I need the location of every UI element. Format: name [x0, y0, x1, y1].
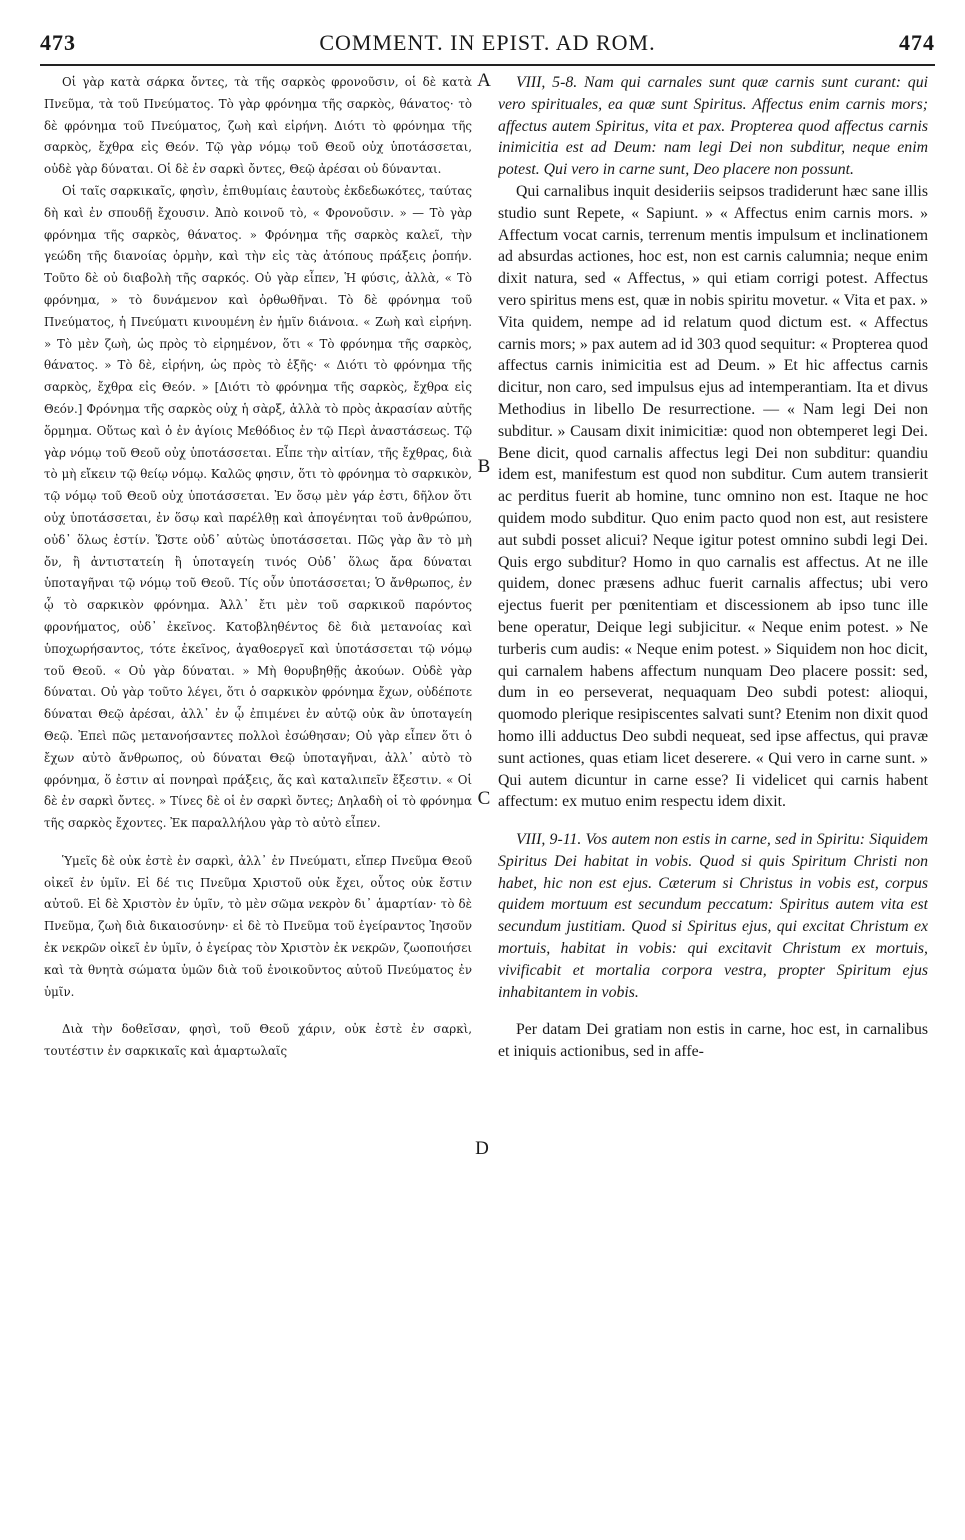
- latin-verse-8-9: VIII, 9-11. Vos autem non estis in carne, sed in Spiritu: Siquidem Spiritus Dei habitat in vobis. Quod si quis Spiritum Christi non habet, hic non est ejus. Cæterum si Christus in vobis est, corpus quidem mortuum est secundum peccatum: Spiritus autem vita est secundum justitiam. Quod si Spiritus ejus, qui excitat Christum ex mortuis, habitat in vobis: qui excitavit Christum ex mortuis, vivificabit et mortalia corpora vestra, propter Spiritum ejus inhabitantem in vobis.: [498, 831, 928, 1001]
- header-rule: [40, 64, 935, 66]
- greek-commentary-2: Διὰ τὴν δοθεῖσαν, φησὶ, τοῦ Θεοῦ χάριν, οὐκ ἐστὲ ἐν σαρκὶ, τουτέστιν ἐν σαρκικαῖς καὶ ἁμαρτωλαῖς: [44, 1022, 472, 1059]
- greek-verse-8-9: Ὑμεῖς δὲ οὐκ ἐστὲ ἐν σαρκὶ, ἀλλ᾽ ἐν Πνεύματι, εἴπερ Πνεῦμα Θεοῦ οἰκεῖ ἐν ὑμῖν. Εἰ δέ τις Πνεῦμα Χριστοῦ οὐκ ἔχει, οὗτος οὐκ ἔστιν αὐτοῦ. Εἰ δὲ Χριστὸν ἐν ὑμῖν, τὸ μὲν σῶμα νεκρὸν δι᾽ ἁμαρτίαν· τὸ δὲ Πνεῦμα, ζωὴ διὰ δικαιοσύνην· εἰ δὲ τὸ Πνεῦμα τοῦ ἐγείραντος Ἰησοῦν ἐκ νεκρῶν οἰκεῖ ἐν ὑμῖν, ὁ ἐγείρας τὸν Χριστὸν ἐκ νεκρῶν, ζωοποιήσει καὶ τὰ θνητὰ σώματα ὑμῶν διὰ τοῦ ἐνοικοῦντος αὐτοῦ Πνεύματος ἐν ὑμῖν.: [44, 853, 472, 999]
- latin-verse-8-5: VIII, 5-8. Nam qui carnales sunt quæ carnis sunt curant: qui vero spirituales, ea quæ sunt Spiritus. Affectus enim carnis mors; affectus autem Spiritus, vita et pax. Propterea quod affectus carnis inimicitia est ad Deum: nam legi Dei non subditur, neque enim potest. Qui vero in carne sunt, Deo placere non possunt.: [498, 74, 928, 179]
- margin-letter-a: A: [477, 70, 491, 91]
- margin-letter-b: B: [477, 456, 491, 477]
- margin-letter-c: C: [477, 788, 491, 809]
- greek-column: [44, 72, 472, 1522]
- margin-letter-d: D: [475, 1138, 489, 1159]
- running-header: [40, 30, 935, 64]
- spacer: [44, 1003, 472, 1019]
- page-number-left: 473: [40, 30, 76, 55]
- greek-verse-8-5: Οἱ γὰρ κατὰ σάρκα ὄντες, τὰ τῆς σαρκὸς φρονοῦσιν, οἱ δὲ κατὰ Πνεῦμα, τὰ τοῦ Πνεύματος. Τὸ γὰρ φρόνημα τῆς σαρκὸς, θάνατος· τὸ δὲ φρόνημα τοῦ Πνεύματος, ζωὴ καὶ εἰρήνη. Διότι τὸ φρόνημα τῆς σαρκὸς, ἔχθρα εἰς Θεόν. Τῷ γὰρ νόμῳ τοῦ Θεοῦ οὐχ ὑποτάσσεται, οὐδὲ γὰρ δύναται. Οἱ δὲ ἐν σαρκὶ ὄντες, Θεῷ ἀρέσαι οὐ δύνανται.: [44, 75, 472, 177]
- spacer: [498, 813, 928, 829]
- running-title: COMMENT. IN EPIST. AD ROM.: [319, 30, 656, 55]
- spacer: [44, 835, 472, 851]
- page-number-right: 474: [899, 30, 935, 55]
- greek-commentary-1: Οἱ ταῖς σαρκικαῖς, φησὶν, ἐπιθυμίαις ἑαυτοὺς ἐκδεδωκότες, ταύτας δὴ καὶ ἐν σπουδῇ ἔχουσιν. Ἀπὸ κοινοῦ τὸ, « Φρονοῦσιν. » — Τὸ γὰρ φρόνημα τῆς σαρκὸς, θάνατος. » Φρόνημα τῆς σαρκὸς καλεῖ, τὴν γεώδη τῆς διανοίας ὁρμὴν, καὶ τὴν εἰς τὰς ἀτόπους πράξεις ῥοπήν. Τοῦτο δὲ οὐ διαβολὴ τῆς σαρκός. Οὐ γὰρ εἶπεν, Ἡ φύσις, ἀλλὰ, « Τὸ φρόνημα, » τὸ δυνάμενον καὶ ὀρθωθῆναι. Τὸ δὲ φρόνημα τοῦ Πνεύματος, ἡ Πνεύματι κινουμένη ἐν ἡμῖν διάνοια. « Ζωὴ καὶ εἰρήνη. » Τὸ μὲν ζωὴ, ὡς πρὸς τὸ εἰρημένον, ὅτι « Τὸ φρόνημα τῆς σαρκὸς, θάνατος. » Τὸ δὲ, εἰρήνη, ὡς πρὸς τὸ ἑξῆς· « Διότι τὸ φρόνημα τῆς σαρκὸς, ἔχθρα εἰς Θεόν. » [Διότι τὸ φρόνημα τῆς σαρκὸς, ἔχθρα εἰς Θεόν.] Φρόνημα τῆς σαρκὸς οὐχ ἡ σὰρξ, ἀλλὰ τὸ πρὸς ἀκρασίαν αὐτῆς ὅρμημα. Οὕτως καὶ ὁ ἐν ἁγίοις Μεθόδιος ἐν τῷ Περὶ ἀναστάσεως. Τῷ γὰρ νόμῳ τοῦ Θεοῦ οὐχ ὑποτάσσεται. Εἶπε τὴν αἰτίαν, τῆς ἔχθρας, διὰ τὸ μὴ εἴκειν τῷ θείῳ νόμῳ. Καλῶς φησιν, ὅτι τὸ φρόνημα τὸ σαρκικὸν, τῷ νόμῳ τοῦ Θεοῦ οὐχ ὑποτάσσεται. Ἐν ὅσῳ μὲν γάρ ἐστι, δῆλον ὅτι οὐχ ὑποτάσσεται, ἐν ὅσῳ καὶ παρέλθῃ καὶ ἀπογένηται τοῦ ἀνθρώπου, οὐδ᾽ ὅλως ἐστίν. Ὥστε οὐδ᾽ αὐτὼς ὑποτάσσεται. Πῶς γὰρ ἂν τὸ μὴ ὄν, ἢ ἀντιστατείη ἢ ὑποταγείη τινός Οὐδ᾽ ὅλως ἄρα δύναται ὑποταγῆναι τῷ νόμῳ τοῦ Θεοῦ. Τίς οὖν ὑποτάσσεται; Ὁ ἄνθρωπος, ἐν ᾧ τὸ σαρκικὸν φρόνημα. Ἀλλ᾽ ἔτι μὲν τοῦ σαρκικοῦ παρόντος φρονήματος, οὐδ᾽ ἐκεῖνος. Κατοβληθέντος δὲ διὰ μετανοίας καὶ ὑποχωρήσαντος, τότε ἐκεῖνος, ἀγαθοεργεῖ καὶ ὑποτάσσεται τῷ νόμῳ τοῦ Θεοῦ. « Οὐ γὰρ δύναται. » Μὴ θορυβηθῇς ἀκούων. Οὐδὲ γὰρ δύναται. Οὐ γὰρ τοῦτο λέγει, ὅτι ὁ σαρκικὸν φρόνημα ἔχων, οὐδέποτε δύναται Θεῷ ἀρέσαι, ἀλλ᾽ ἐν ᾧ ἐπιμένει ἐν αὐτῷ οὐκ ἂν ὑποταγείη Θεῷ. Ἐπεὶ πῶς μετανοήσαντες πολλοὶ ἐσώθησαν; Οὐ γὰρ εἶπεν ὅτι ὁ ἔχων αὐτὸ ἄνθρωπος, οὐ δύναται Θεῷ ὑποταγῆναι, ἀλλ᾽ αὐτὸ τὸ φρόνημα, ὅ ἐστιν αἱ πονηραὶ πράξεις, ἅς καὶ καταλιπεῖν ἔξεστιν. « Οἱ δὲ ἐν σαρκὶ ὄντες. » Τίνες δὲ οἱ ἐν σαρκὶ ὄντες; Δηλαδὴ οἱ τὸ φρόνημα τῆς σαρκὸς ἔχοντες. Ἐκ παραλλήλου γὰρ τὸ αὐτὸ εἶπεν.: [44, 183, 472, 831]
- latin-column: [498, 72, 928, 1522]
- spacer: [498, 1003, 928, 1019]
- latin-commentary-2: Per datam Dei gratiam non estis in carne, hoc est, in carnalibus et iniquis actionibus, sed in affe-: [498, 1021, 928, 1061]
- latin-commentary-1: Qui carnalibus inquit desideriis seipsos tradiderunt hæc sane illis studio sunt Repete, « Sapiunt. » « Affectus enim carnis mors. » Affectum vocat carnis, terrenum mentis impulsum et inclinationem ad absurdas actiones, hoc est, non est carnis calumnia; neque enim dixit natura, sed « Affectus, » qui etiam corrigi potest. Affectus vero spiritus mens est, quæ in nobis spiritu movetur. « Vita et pax. » Vita quidem, nempe ad id relatum quod dictum est. « Affectus carnis mors; » pax autem ad id 303 quod sequitur: « Propterea quod affectus carnis inimicitia est ad Deum. » Et hic affectus carnis dicitur, non caro, sed impulsus ejus ad intemperantiam. Ita et divus Methodius in libello De resurrectione. — « Nam legi Dei non subditur. » Causam dixit inimicitiæ: quod non obtemperet legi Dei. Bene dicit, quod carnalis affectus legi Dei non subditur: quandiu idem est, manifestum est quod non subditur. Cum autem transierit ac perditus fuerit ab homine, tunc omnino non est. Itaque ne hoc quidem modo subditur. Quo enim pacto quod non est, aut resistere aut subdi posset alicui? Neque igitur potest omnino subdi legi Dei. Quis ergo subditur? Homo in quo carnalis est affectus. At ne ille quidem, donec præsens adhuc fuerit carnalis affectus; ubi vero ejectus fuerit per pœnitentiam et discessionem ab ipso tunc ille bene operatur, Deique legi subjicitur. « Neque enim potest. » Ne turberis cum audis: « Neque enim potest. » Siquidem non hoc dicit, qui carnalem habens affectum nunquam Deo placere possit: sed, dum in eo perseverat, nequaquam Deo subdi potest: alioqui, quomodo plerique resipiscentes salvati sunt? Etenim non dixit quod homo illi adductus Deo subdi nequeat, sed ipse affectus, qui pravæ sunt actiones, quas etiam licet deserere. « Qui vero in carne sunt. » Qui autem dicuntur in carne esse? Ii videlicet qui carnis habent affectum: ex mutuo enim respectu idem dixit.: [498, 182, 928, 811]
